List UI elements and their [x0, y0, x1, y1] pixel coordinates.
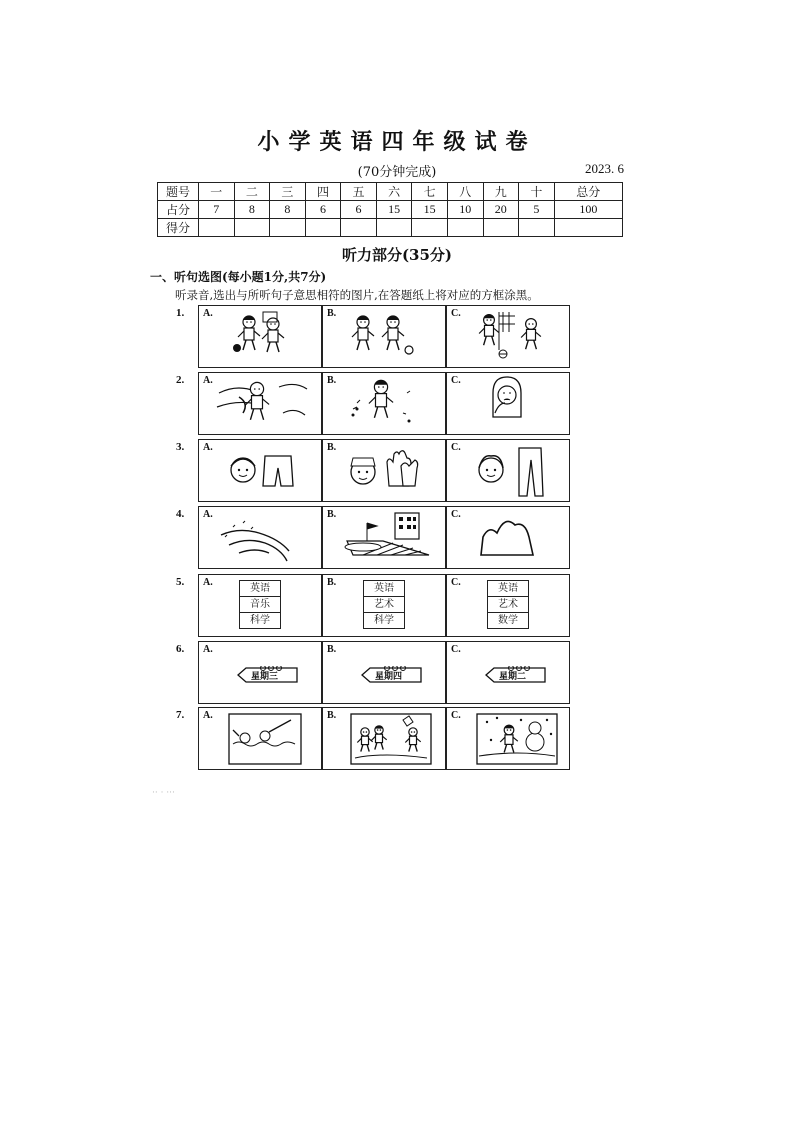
kids-basketball-picture — [199, 306, 323, 369]
score-input-cell[interactable] — [447, 219, 483, 237]
option-label: C. — [451, 308, 461, 319]
hot-sweating-boy-picture — [323, 373, 447, 436]
question-6-option-c[interactable] — [446, 641, 570, 704]
score-cell: 五 — [341, 183, 377, 201]
weekday-tag — [237, 666, 299, 684]
option-label: B. — [327, 577, 337, 588]
snowman-picture — [447, 708, 571, 771]
sick-girl-picture — [447, 373, 571, 436]
score-input-cell[interactable] — [199, 219, 235, 237]
scan-smudge: ·· · ··· — [152, 788, 175, 798]
question-number: 4. — [176, 508, 185, 520]
question-4-option-c[interactable] — [446, 506, 570, 569]
instruction-text: 听录音,选出与所听句子意思相符的图片,在答题纸上将对应的方框涂黑。 — [175, 288, 539, 302]
subject-cell: 艺术 — [364, 597, 404, 613]
subject-schedule — [363, 580, 405, 629]
score-cell: 8 — [270, 201, 306, 219]
option-label: A. — [203, 308, 213, 319]
score-header-row — [158, 183, 623, 201]
option-label: C. — [451, 710, 461, 721]
weekday-label: 星期二 — [499, 672, 527, 682]
score-cell: 七 — [412, 183, 448, 201]
score-cell: 100 — [554, 201, 622, 219]
score-cell: 7 — [199, 201, 235, 219]
score-input-cell[interactable] — [483, 219, 519, 237]
option-label: B. — [327, 308, 337, 319]
option-label: A. — [203, 710, 213, 721]
question-number: 5. — [176, 576, 185, 588]
weekday-tag — [361, 666, 423, 684]
kids-volleyball-picture — [447, 306, 571, 369]
score-cell: 6 — [341, 201, 377, 219]
question-number: 1. — [176, 307, 185, 319]
subject-cell: 科学 — [250, 615, 270, 626]
subject-schedule — [487, 580, 529, 629]
man-and-gloves-picture — [323, 440, 447, 503]
score-cell: 占分 — [158, 201, 199, 219]
score-table — [157, 182, 623, 237]
subject-cell: 科学 — [374, 615, 394, 626]
mountain-picture — [447, 507, 571, 570]
question-2-option-b[interactable] — [322, 372, 446, 435]
score-cell: 8 — [234, 201, 270, 219]
score-input-cell[interactable] — [554, 219, 622, 237]
subject-cell: 艺术 — [488, 597, 528, 613]
question-2-option-c[interactable] — [446, 372, 570, 435]
windy-cold-girl-picture — [199, 373, 323, 436]
question-4-option-a[interactable] — [198, 506, 322, 569]
question-number: 2. — [176, 374, 185, 386]
score-cell: 一 — [199, 183, 235, 201]
score-input-cell[interactable] — [270, 219, 306, 237]
score-cell: 题号 — [158, 183, 199, 201]
score-input-cell[interactable] — [305, 219, 341, 237]
exam-date: 2023. 6 — [585, 161, 624, 176]
kids-football-picture — [323, 306, 447, 369]
subject-schedule — [239, 580, 281, 629]
question-1-option-c[interactable] — [446, 305, 570, 368]
score-cell: 6 — [305, 201, 341, 219]
boy-and-shorts-picture — [199, 440, 323, 503]
score-cell: 二 — [234, 183, 270, 201]
playground-picture — [323, 507, 447, 570]
score-cell: 总分 — [554, 183, 622, 201]
question-7-option-c[interactable] — [446, 707, 570, 770]
picnic-kite-picture — [323, 708, 447, 771]
score-input-cell[interactable] — [341, 219, 377, 237]
section-title: 听力部分(35分) — [341, 246, 453, 264]
score-input-cell[interactable] — [376, 219, 412, 237]
question-5-option-a[interactable] — [198, 574, 322, 637]
score-earned-row — [158, 219, 623, 237]
option-label: B. — [327, 375, 337, 386]
option-label: C. — [451, 375, 461, 386]
option-label: A. — [203, 442, 213, 453]
score-cell: 5 — [519, 201, 555, 219]
question-5-option-b[interactable] — [322, 574, 446, 637]
option-label: B. — [327, 509, 337, 520]
score-cell: 15 — [376, 201, 412, 219]
exam-title: 小学英语四年级试卷 — [257, 129, 537, 155]
subject-cell: 数学 — [498, 615, 518, 626]
question-2-option-a[interactable] — [198, 372, 322, 435]
score-input-cell[interactable] — [234, 219, 270, 237]
option-label: B. — [327, 710, 337, 721]
score-cell: 九 — [483, 183, 519, 201]
question-number: 3. — [176, 441, 185, 453]
option-label: A. — [203, 577, 213, 588]
question-6-option-a[interactable] — [198, 641, 322, 704]
question-number: 6. — [176, 643, 185, 655]
question-3-option-b[interactable] — [322, 439, 446, 502]
option-label: A. — [203, 509, 213, 520]
score-cell: 十 — [519, 183, 555, 201]
score-input-cell[interactable] — [519, 219, 555, 237]
weekday-tag — [485, 666, 547, 684]
question-4-option-b[interactable] — [322, 506, 446, 569]
subject-cell: 英语 — [364, 581, 404, 597]
option-label: B. — [327, 442, 337, 453]
weekday-label: 星期三 — [251, 672, 279, 682]
option-label: A. — [203, 644, 213, 655]
question-1-option-a[interactable] — [198, 305, 322, 368]
question-3-option-a[interactable] — [198, 439, 322, 502]
score-input-cell[interactable] — [412, 219, 448, 237]
score-cell: 三 — [270, 183, 306, 201]
subject-cell: 音乐 — [240, 597, 280, 613]
subject-cell: 英语 — [240, 581, 280, 597]
question-7-option-a[interactable] — [198, 707, 322, 770]
score-points-row — [158, 201, 623, 219]
exam-subtitle: (70分钟完成) — [357, 165, 437, 180]
weekday-label: 星期四 — [375, 672, 403, 682]
score-cell: 八 — [447, 183, 483, 201]
question-3-option-c[interactable] — [446, 439, 570, 502]
swimming-picture — [199, 708, 323, 771]
question-7-option-b[interactable] — [322, 707, 446, 770]
option-label: C. — [451, 509, 461, 520]
question-5-option-c[interactable] — [446, 574, 570, 637]
option-label: C. — [451, 442, 461, 453]
option-label: B. — [327, 644, 337, 655]
option-label: A. — [203, 375, 213, 386]
score-cell: 四 — [305, 183, 341, 201]
score-cell: 10 — [447, 201, 483, 219]
question-number: 7. — [176, 709, 185, 721]
girl-and-trousers-picture — [447, 440, 571, 503]
question-6-option-b[interactable] — [322, 641, 446, 704]
score-cell: 得分 — [158, 219, 199, 237]
river-picture — [199, 507, 323, 570]
option-label: C. — [451, 644, 461, 655]
question-heading: 一、听句选图(每小题1分,共7分) — [150, 270, 327, 284]
subject-cell: 英语 — [488, 581, 528, 597]
option-label: C. — [451, 577, 461, 588]
score-cell: 六 — [376, 183, 412, 201]
score-cell: 15 — [412, 201, 448, 219]
score-cell: 20 — [483, 201, 519, 219]
question-1-option-b[interactable] — [322, 305, 446, 368]
